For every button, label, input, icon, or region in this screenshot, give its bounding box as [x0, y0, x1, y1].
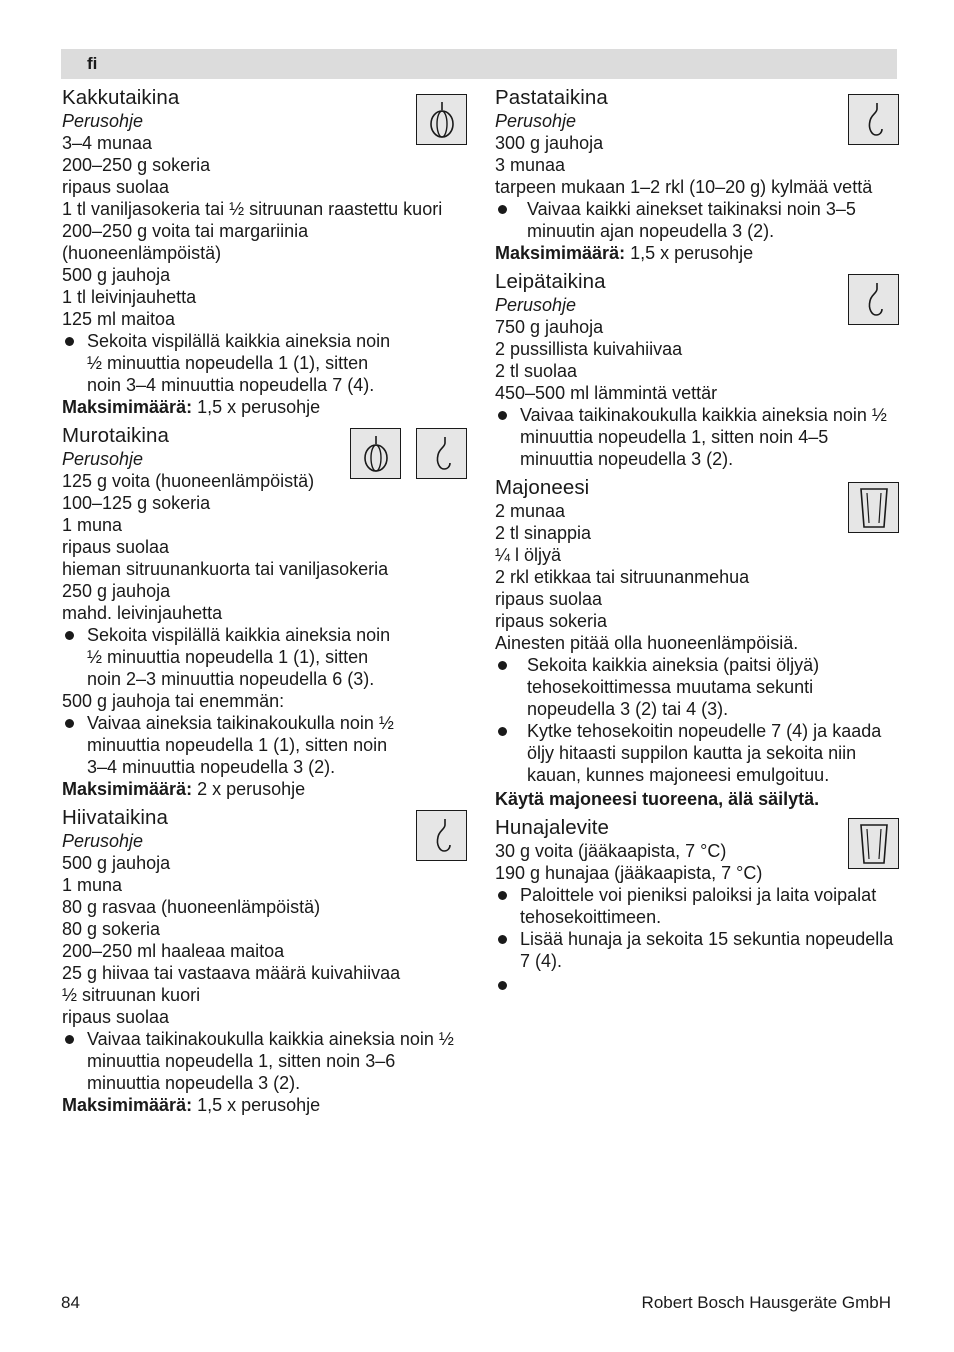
instruction-step: Vaivaa taikinakoukulla kaikkia aineksia noin ½ minuuttia nopeudella 1, sitten noin 4–5 minuuttia nopeudella 3 (2).: [495, 404, 890, 470]
dough-hook-icon: [848, 94, 899, 145]
instruction-step: Sekoita vispilällä kaikkia aineksia noin ½ minuuttia nopeudella 1 (1), sitten noin 2–3 minuuttia nopeudella 6 (3).: [62, 624, 402, 690]
ingredient-line: 750 g jauhoja: [495, 317, 604, 337]
ingredient-line: ripaus suolaa: [62, 1007, 170, 1027]
ingredient-line: 80 g rasvaa (huoneenlämpöistä): [62, 897, 321, 917]
ingredient-line: 2 munaa: [495, 501, 566, 521]
recipe-title: Hiivataikina: [62, 806, 169, 829]
ingredient-line: (huoneenlämpöistä): [62, 243, 222, 263]
ingredient-line: 100–125 g sokeria: [62, 493, 211, 513]
ingredient-line: 500 g jauhoja: [62, 853, 171, 873]
page-number: 84: [61, 1293, 80, 1312]
ingredient-line: hieman sitruunankuorta tai vaniljasokeria: [62, 559, 389, 579]
recipe-subtitle: Perusohje: [62, 111, 144, 131]
ingredient-line: ripaus suolaa: [495, 589, 603, 609]
ingredient-line: 80 g sokeria: [62, 919, 161, 939]
ingredient-line: ripaus sokeria: [495, 611, 608, 631]
ingredient-line: 190 g hunajaa (jääkaapista, 7 °C): [495, 863, 763, 883]
left-column: [62, 86, 467, 1122]
instruction-step: Vaivaa kaikki ainekset taikinaksi noin 3–5 minuutin ajan nopeudella 3 (2).: [495, 198, 885, 242]
ingredient-line: 250 g jauhoja: [62, 581, 171, 601]
ingredient-line: ripaus suolaa: [62, 537, 170, 557]
max-label: Maksimimäärä:: [62, 1095, 193, 1115]
recipe-subtitle: Perusohje: [62, 449, 144, 469]
recipe-subtitle: Perusohje: [62, 831, 144, 851]
recipe-pastataikina: [495, 86, 899, 264]
ingredient-line: 500 g jauhoja tai enemmän:: [62, 691, 285, 711]
instruction-step: Paloittele voi pieniksi paloiksi ja laita voipalat tehosekoittimeen.: [495, 884, 895, 928]
ingredient-line: 2 rkl etikkaa tai sitruunanmehua: [495, 567, 750, 587]
whisk-icon: [416, 94, 467, 145]
recipe-kakkutaikina: [62, 86, 467, 418]
ingredient-line: 25 g hiivaa tai vastaava määrä kuivahiivaa: [62, 963, 401, 983]
recipe-title: Majoneesi: [495, 476, 590, 499]
dough-hook-icon: [416, 810, 467, 861]
ingredient-line: 1 tl leivinjauhetta: [62, 287, 197, 307]
ingredient-line: ¼ l öljyä: [495, 545, 562, 565]
recipe-hiivataikina: [62, 806, 467, 1116]
ingredient-line: 3 munaa: [495, 155, 566, 175]
max-amount: [62, 778, 467, 800]
recipe-title: Leipätaikina: [495, 270, 606, 293]
whisk-icon: [350, 428, 401, 479]
max-amount: [62, 1094, 467, 1116]
instruction-step: Vaivaa aineksia taikinakoukulla noin ½ minuuttia nopeudella 1 (1), sitten noin 3–4 minuuttia nopeudella 3 (2).: [62, 712, 402, 778]
ingredient-line: ripaus suolaa: [62, 177, 170, 197]
instruction-step: Kytke tehosekoitin nopeudelle 7 (4) ja kaada öljy hitaasti suppilon kautta ja sekoita niin kauan, kunnes majoneesi emulgoituu.: [495, 720, 895, 786]
ingredient-line: 200–250 ml haaleaa maitoa: [62, 941, 285, 961]
instruction-step: [495, 974, 895, 996]
language-code: fi: [87, 54, 98, 73]
ingredient-line: 3–4 munaa: [62, 133, 153, 153]
ingredient-line: tarpeen mukaan 1–2 rkl (10–20 g) kylmää vettä: [495, 177, 873, 197]
recipe-murotaikina: [62, 424, 467, 800]
ingredient-line: mahd. leivinjauhetta: [62, 603, 223, 623]
max-value: 1,5 x perusohje: [197, 1095, 321, 1115]
ingredient-line: 1 tl vaniljasokeria tai ½ sitruunan raastettu kuori: [62, 199, 443, 219]
ingredient-line: Ainesten pitää olla huoneenlämpöisiä.: [495, 633, 799, 653]
max-label: Maksimimäärä:: [62, 397, 193, 417]
instruction-step: Sekoita kaikkia aineksia (paitsi öljyä) tehosekoittimessa muutama sekunti nopeudella 3 (2) tai 4 (3).: [495, 654, 895, 720]
recipe-title: Hunajalevite: [495, 816, 610, 839]
max-value: 1,5 x perusohje: [197, 397, 321, 417]
ingredient-line: 200–250 g voita tai margariinia: [62, 221, 309, 241]
dough-hook-icon: [848, 274, 899, 325]
recipe-title: Kakkutaikina: [62, 86, 180, 109]
language-bar: [61, 49, 897, 79]
ingredient-line: 300 g jauhoja: [495, 133, 604, 153]
ingredient-line: 200–250 g sokeria: [62, 155, 211, 175]
ingredient-line: 30 g voita (jääkaapista, 7 °C): [495, 841, 727, 861]
max-value: 2 x perusohje: [197, 779, 306, 799]
dough-hook-icon: [416, 428, 467, 479]
ingredient-line: 2 pussillista kuivahiivaa: [495, 339, 683, 359]
recipe-title: Pastataikina: [495, 86, 608, 109]
max-value: 1,5 x perusohje: [630, 243, 754, 263]
instruction-step: Lisää hunaja ja sekoita 15 sekuntia nopeudella 7 (4).: [495, 928, 895, 972]
instruction-step: Sekoita vispilällä kaikkia aineksia noin ½ minuuttia nopeudella 1 (1), sitten noin 3–4 minuuttia nopeudella 7 (4).: [62, 330, 402, 396]
ingredient-line: 125 g voita (huoneenlämpöistä): [62, 471, 315, 491]
ingredient-line: 2 tl suolaa: [495, 361, 578, 381]
blender-icon: [848, 482, 899, 533]
instruction-step: Vaivaa taikinakoukulla kaikkia aineksia noin ½ minuuttia nopeudella 1, sitten noin 3–6 minuuttia nopeudella 3 (2).: [62, 1028, 457, 1094]
max-amount: [495, 242, 899, 264]
recipe-leipataikina: [495, 270, 899, 470]
recipe-subtitle: Perusohje: [495, 111, 577, 131]
max-label: Maksimimäärä:: [62, 779, 193, 799]
recipe-hunajalevite: [495, 816, 899, 996]
ingredient-line: 1 muna: [62, 875, 123, 895]
recipe-title: Murotaikina: [62, 424, 170, 447]
ingredient-line: 125 ml maitoa: [62, 309, 176, 329]
ingredient-line: 2 tl sinappia: [495, 523, 592, 543]
recipe-subtitle: Perusohje: [495, 295, 577, 315]
max-amount: [62, 396, 467, 418]
ingredient-line: 1 muna: [62, 515, 123, 535]
ingredient-line: 500 g jauhoja: [62, 265, 171, 285]
ingredient-line: 450–500 ml lämmintä vettär: [495, 383, 718, 403]
footer-brand: Robert Bosch Hausgeräte GmbH: [641, 1293, 891, 1312]
max-label: Maksimimäärä:: [495, 243, 626, 263]
ingredient-line: ½ sitruunan kuori: [62, 985, 201, 1005]
blender-icon: [848, 818, 899, 869]
recipe-majoneesi: [495, 476, 899, 810]
usage-note: Käytä majoneesi tuoreena, älä säilytä.: [495, 789, 820, 809]
right-column: [495, 86, 899, 1002]
